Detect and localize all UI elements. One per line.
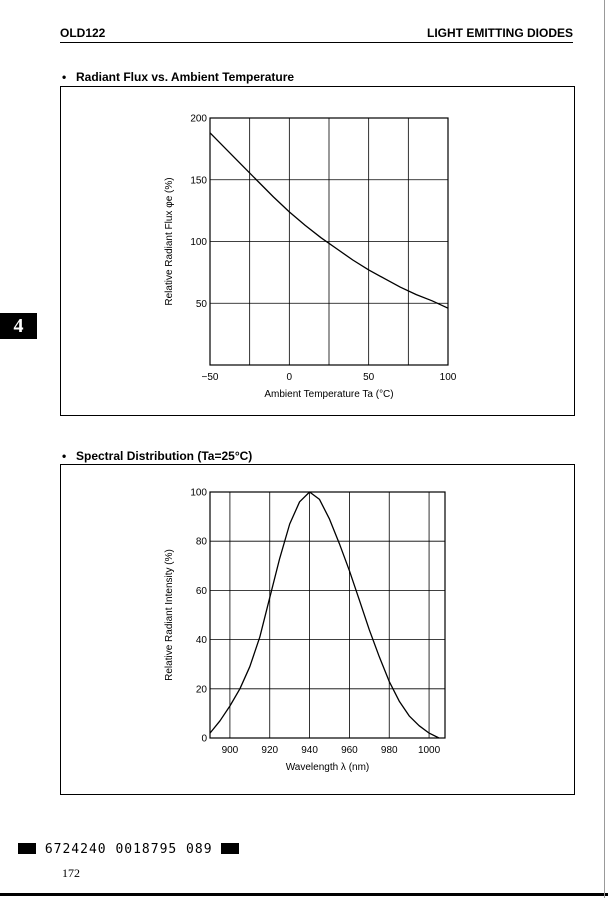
spectral-xtick-label: 1000 — [417, 745, 441, 756]
spectral-xtick-label: 960 — [341, 745, 358, 756]
flux-xtick-label: 50 — [363, 372, 375, 383]
spectral-yaxis-label: Relative Radiant Intensity (%) — [164, 549, 175, 681]
barcode-text: 6724240 0018795 089 — [44, 842, 213, 857]
flux-ytick-label: 100 — [190, 237, 207, 248]
flux-xtick-label: 100 — [439, 372, 457, 383]
chart1-title: Radiant Flux vs. Ambient Temperature — [76, 70, 295, 84]
flux-xtick-label: −50 — [201, 372, 219, 383]
spectral-ytick-label: 80 — [195, 536, 207, 548]
flux-xtick-label: 0 — [286, 372, 293, 383]
page-number: 172 — [62, 866, 80, 880]
spectral-ytick-label: 40 — [195, 635, 207, 647]
spectral-xtick-label: 940 — [301, 745, 318, 756]
spectral-ytick-label: 100 — [190, 487, 207, 499]
header-rule — [60, 42, 573, 43]
barcode-block-left — [18, 843, 36, 854]
spectral-series-line — [210, 492, 439, 738]
spectral-ytick-label: 60 — [195, 585, 207, 597]
spectral-ytick-label: 0 — [201, 733, 207, 745]
spectral-plot-frame — [210, 492, 445, 738]
document-category: LIGHT EMITTING DIODES — [427, 26, 573, 40]
bottom-rule — [0, 893, 608, 896]
chart1-heading — [62, 70, 294, 84]
chart2-title: Spectral Distribution (Ta=25°C) — [76, 449, 253, 463]
flux-ytick-label: 200 — [190, 113, 207, 125]
chart2-panel — [60, 464, 575, 795]
spectral-xtick-label: 900 — [221, 745, 239, 756]
chart2-heading — [62, 449, 252, 463]
spectral-xtick-label: 920 — [261, 745, 279, 756]
flux-ytick-label: 150 — [190, 175, 207, 187]
flux-xaxis-label: Ambient Temperature Ta (°C) — [264, 389, 394, 400]
spectral-distribution-chart — [61, 465, 574, 794]
radiant-flux-chart — [61, 87, 574, 415]
spectral-xtick-label: 980 — [380, 745, 398, 756]
barcode-block-right — [221, 843, 239, 854]
section-tab: 4 — [0, 313, 37, 339]
flux-yaxis-label: Relative Radiant Flux φe (%) — [164, 177, 175, 306]
part-number: OLD122 — [60, 26, 106, 40]
page-edge — [604, 0, 605, 898]
flux-ytick-label: 50 — [195, 298, 207, 310]
bullet-icon: • — [62, 449, 67, 463]
barcode-line — [18, 842, 239, 857]
spectral-xaxis-label: Wavelength λ (nm) — [285, 762, 370, 773]
bullet-icon: • — [62, 70, 67, 84]
chart1-panel — [60, 86, 575, 416]
spectral-ytick-label: 20 — [195, 684, 207, 696]
